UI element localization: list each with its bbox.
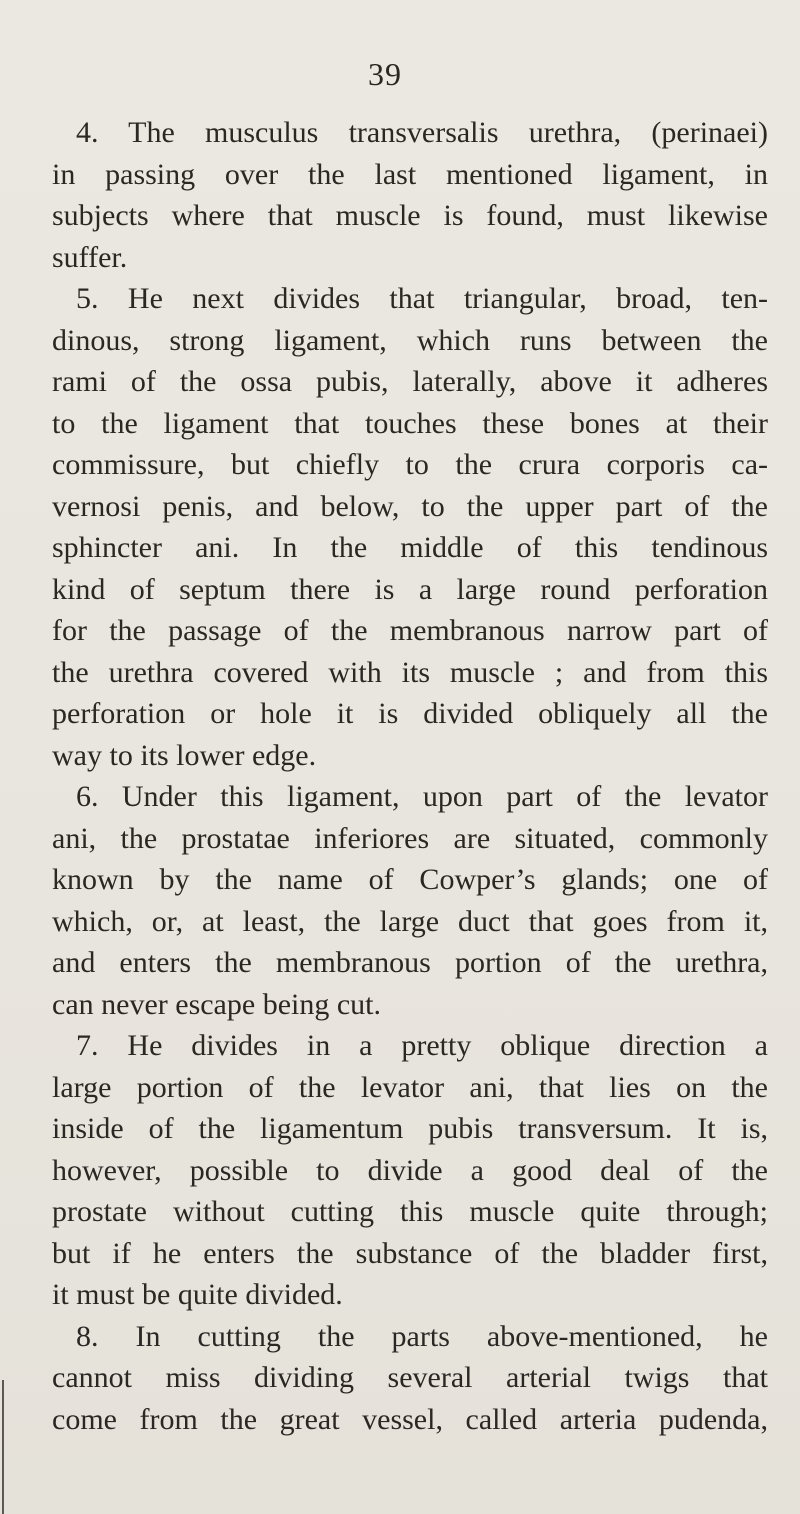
text-line: rami of the ossa pubis, laterally, above it adheres <box>52 365 768 398</box>
text-line: cannot miss dividing several arterial twigs that <box>52 1361 768 1394</box>
text-line: sphincter ani. In the middle of this tendinous <box>52 531 768 564</box>
text-line: prostate without cutting this muscle quite through; <box>52 1195 768 1228</box>
text-line: vernosi penis, and below, to the upper part of the <box>52 489 768 523</box>
text-line: 6. Under this ligament, upon part of the levator <box>76 780 768 813</box>
text-line: suffer. <box>52 240 128 274</box>
text-line: 8. In cutting the parts above-mentioned, he <box>76 1319 768 1353</box>
text-line: perforation or hole it is divided obliquely all the <box>52 697 768 730</box>
text-line: 5. He next divides that triangular, broad, ten- <box>76 282 768 315</box>
body-text <box>52 112 768 1440</box>
text-line: known by the name of Cowper’s glands; one of <box>52 863 768 896</box>
text-line: and enters the membranous portion of the urethra, <box>52 946 768 979</box>
text-line: to the ligament that touches these bones at their <box>52 406 768 440</box>
text-line: however, possible to divide a good deal of the <box>52 1153 768 1187</box>
page-edge-mark <box>2 1380 4 1514</box>
text-line: way to its lower edge. <box>52 738 317 772</box>
text-line: come from the great vessel, called arteria pudenda, <box>52 1402 768 1436</box>
text-line: large portion of the levator ani, that lies on the <box>52 1070 768 1104</box>
text-line: dinous, strong ligament, which runs between the <box>52 323 768 357</box>
text-line: 7. He divides in a pretty oblique direction a <box>76 1029 768 1062</box>
text-line: in passing over the last mentioned ligament, in <box>52 157 768 191</box>
text-line: subjects where that muscle is found, must likewise <box>52 199 768 232</box>
text-line: it must be quite divided. <box>52 1278 343 1311</box>
text-line: commissure, but chiefly to the crura corporis ca- <box>52 448 768 481</box>
text-line: 4. The musculus transversalis urethra, (perinaei) <box>76 116 768 149</box>
text-line: which, or, at least, the large duct that goes from it, <box>52 904 768 938</box>
text-line: but if he enters the substance of the bladder first, <box>52 1236 768 1270</box>
text-line: inside of the ligamentum pubis transversum. It is, <box>52 1112 768 1145</box>
text-line: kind of septum there is a large round perforation <box>52 572 768 606</box>
text-line: for the passage of the membranous narrow part of <box>52 614 768 647</box>
page-number: 39 <box>368 56 402 92</box>
text-line: the urethra covered with its muscle ; and from this <box>52 655 768 689</box>
text-line: ani, the prostatae inferiores are situated, commonly <box>52 821 768 855</box>
text-line: can never escape being cut. <box>52 987 381 1021</box>
